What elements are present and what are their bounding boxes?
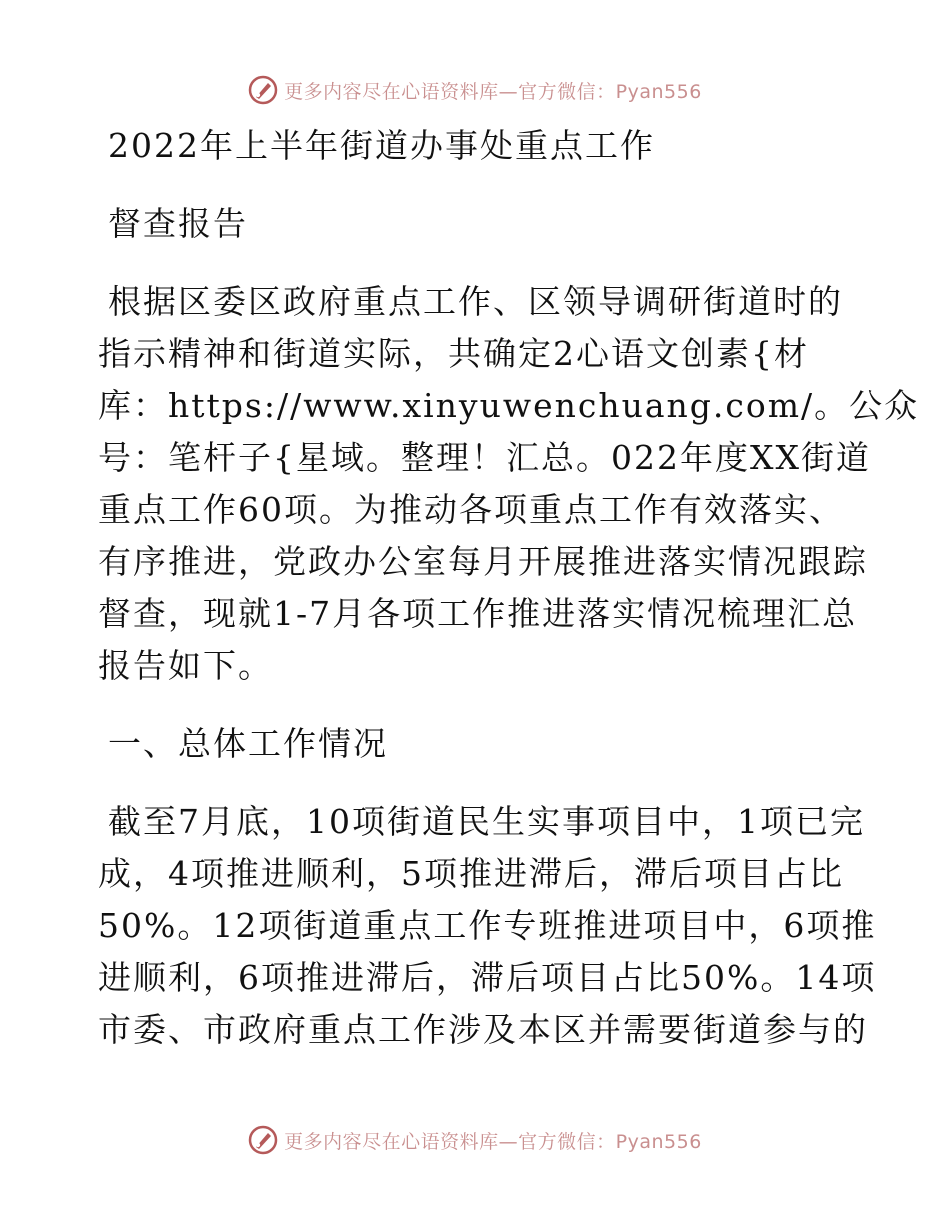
paragraph-line: 根据区委区政府重点工作、区领导调研街道时的 [108, 282, 843, 321]
watermark-id: Pyan556 [615, 80, 702, 103]
paragraph-line: 督查，现就1-7月各项工作推进落实情况梳理汇总 [98, 594, 858, 633]
document-body [98, 120, 920, 1056]
document-subtitle: 督查报告 [108, 204, 248, 243]
paragraph-line: 报告如下。 [98, 646, 273, 685]
paragraph-line: 指示精神和街道实际，共确定2心语文创素{材 [98, 334, 809, 373]
paragraph-line: 有序推进，党政办公室每月开展推进落实情况跟踪 [98, 542, 868, 581]
paragraph-line: 截至7月底，10项街道民生实事项目中，1项已完 [108, 802, 865, 841]
paragraph-line: 成，4项推进顺利，5项推进滞后，滞后项目占比 [98, 854, 844, 893]
document-title: 2022年上半年街道办事处重点工作 [108, 126, 655, 165]
paragraph-line: 重点工作60项。为推动各项重点工作有效落实、 [98, 490, 844, 529]
section-heading: 一、总体工作情况 [108, 724, 388, 763]
paragraph-line: 市委、市政府重点工作涉及本区并需要街道参与的 [98, 1010, 868, 1049]
pen-logo-icon [248, 75, 278, 105]
paragraph-line: 号：笔杆子{星域。整理！汇总。022年度XX街道 [98, 438, 871, 477]
section-paragraph [98, 796, 877, 1056]
watermark-id: Pyan556 [615, 1130, 702, 1153]
paragraph-line: 库：https://www.xinyuwenchuang.com/。公众 [98, 386, 920, 425]
pen-logo-icon [248, 1125, 278, 1155]
watermark-header [0, 70, 950, 110]
watermark-text: 更多内容尽在心语资料库—官方微信：Pyan556 [284, 80, 702, 103]
watermark-footer [0, 1120, 950, 1160]
watermark-text: 更多内容尽在心语资料库—官方微信：Pyan556 [284, 1130, 702, 1153]
paragraph-line: 50%。12项街道重点工作专班推进项目中，6项推 [98, 906, 877, 945]
intro-paragraph [98, 276, 920, 692]
paragraph-line: 进顺利，6项推进滞后，滞后项目占比50%。14项 [98, 958, 877, 997]
